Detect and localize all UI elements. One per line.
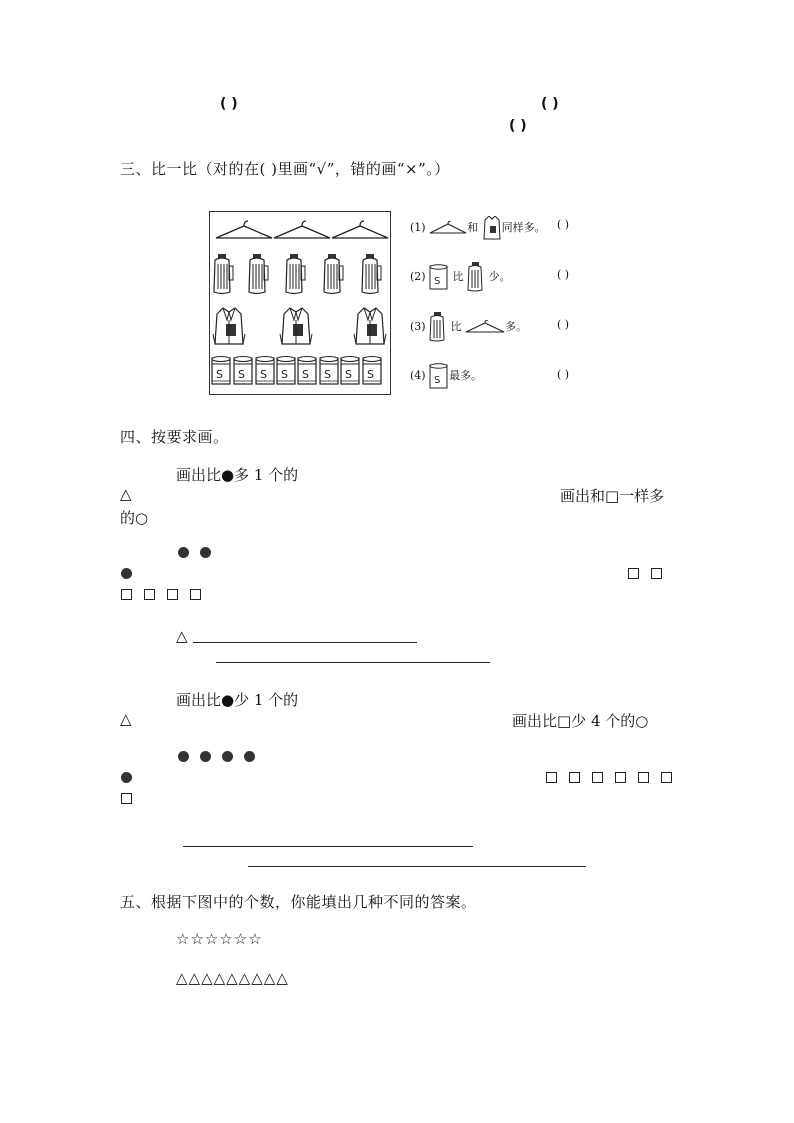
- cup-icon: [320, 357, 338, 385]
- cup-icon: [234, 357, 252, 385]
- cup-icon: [212, 357, 230, 385]
- cup-icon: [363, 357, 381, 385]
- task-d-squares: [546, 772, 672, 783]
- square: [546, 772, 557, 783]
- hanger-icon: [332, 221, 388, 238]
- task-b-answer-line[interactable]: [216, 662, 490, 663]
- question-4-number: (4): [410, 369, 426, 382]
- square: [190, 589, 201, 600]
- question-2-answer[interactable]: ( ): [557, 268, 570, 281]
- cup-icon: [429, 263, 449, 291]
- section-5-title: 五、根据下图中的个数，你能填出几种不同的答案。: [120, 893, 477, 911]
- cup-icon: [277, 357, 295, 385]
- square: [615, 772, 626, 783]
- task-b-prompt: 画出和□一样多: [560, 487, 665, 505]
- picture-box: [209, 211, 391, 395]
- thermos-icon: [324, 254, 343, 294]
- task-b-squares-wrap: [121, 589, 201, 600]
- filled-circle: [222, 751, 233, 762]
- thermos-icon: [467, 262, 485, 292]
- square: [661, 772, 672, 783]
- answer-paren-2[interactable]: ( ): [541, 96, 559, 112]
- filled-circle: [178, 547, 189, 558]
- question-3: [410, 312, 527, 342]
- thermos-icon: [214, 254, 233, 294]
- task-c-answer-line[interactable]: [183, 846, 473, 847]
- filled-circle: [121, 568, 132, 579]
- question-2-text-a: 比: [452, 270, 464, 283]
- filled-circle: [244, 751, 255, 762]
- section-4-title: 四、按要求画。: [120, 428, 229, 446]
- square: [638, 772, 649, 783]
- square: [144, 589, 155, 600]
- question-1-answer[interactable]: ( ): [557, 218, 570, 231]
- thermos-icon: [286, 254, 305, 294]
- question-3-number: (3): [410, 320, 426, 333]
- square: [121, 589, 132, 600]
- cup-icon: [341, 357, 359, 385]
- task-a-prompt: 画出比●多 1 个的: [176, 466, 299, 484]
- task-c-prompt: 画出比●少 1 个的: [176, 691, 299, 709]
- task-b-prompt-tail: 的○: [120, 509, 149, 527]
- jacket-icon: [354, 308, 386, 344]
- cup-icon: [298, 357, 316, 385]
- question-1-text-b: 同样多。: [501, 221, 546, 234]
- task-a-dots: [178, 547, 211, 558]
- hanger-icon: [429, 221, 467, 235]
- svg-text:S: S: [434, 276, 441, 287]
- question-1-number: (1): [410, 221, 426, 234]
- question-4: [410, 362, 482, 390]
- task-b-squares: [628, 568, 662, 579]
- cup-icon: [429, 362, 449, 390]
- filled-circle: [178, 751, 189, 762]
- task-c-prompt-tail: △: [120, 710, 132, 728]
- task-a-answer-label: △: [176, 627, 188, 645]
- hanger-icon: [216, 221, 272, 238]
- jacket-icon: [280, 308, 312, 344]
- task-d-squares-wrap: [121, 793, 132, 804]
- question-2-number: (2): [410, 270, 426, 283]
- square: [121, 793, 132, 804]
- square: [592, 772, 603, 783]
- task-a-dots-wrap: [121, 568, 132, 579]
- triangles-row: △△△△△△△△△: [176, 969, 289, 987]
- task-c-dots: [178, 751, 255, 762]
- svg-text:S: S: [434, 375, 441, 386]
- square: [651, 568, 662, 579]
- jacket-icon: [482, 216, 502, 240]
- cup-icon: [256, 357, 274, 385]
- question-1-text-a: 和: [467, 221, 479, 234]
- stars-row: ☆☆☆☆☆☆: [176, 930, 263, 948]
- question-2: [410, 262, 511, 292]
- question-2-text-b: 少。: [488, 270, 511, 283]
- question-3-text-b: 多。: [505, 320, 528, 333]
- square: [167, 589, 178, 600]
- square: [628, 568, 639, 579]
- square: [569, 772, 580, 783]
- jacket-icon: [213, 308, 245, 344]
- filled-circle: [121, 772, 132, 783]
- filled-circle: [200, 547, 211, 558]
- picture-box-art: S: [210, 212, 392, 396]
- thermos-icon: [429, 312, 447, 342]
- question-4-text-a: 最多。: [449, 369, 483, 382]
- hanger-icon: [274, 221, 330, 238]
- task-c-dots-wrap: [121, 772, 132, 783]
- filled-circle: [200, 751, 211, 762]
- question-4-answer[interactable]: ( ): [557, 368, 570, 381]
- task-a-answer-line[interactable]: [193, 642, 417, 643]
- hanger-icon: [465, 320, 505, 334]
- thermos-icon: [362, 254, 381, 294]
- section-3-title: 三、比一比（对的在( )里画“√”，错的画“×”。）: [120, 160, 450, 178]
- question-3-text-a: 比: [450, 320, 462, 333]
- question-1: [410, 216, 546, 240]
- answer-paren-1[interactable]: ( ): [220, 96, 238, 112]
- answer-paren-3[interactable]: ( ): [509, 118, 527, 134]
- task-d-prompt: 画出比□少 4 个的○: [512, 712, 649, 730]
- task-d-answer-line[interactable]: [248, 866, 586, 867]
- task-a-prompt-tail: △: [120, 485, 132, 503]
- question-3-answer[interactable]: ( ): [557, 318, 570, 331]
- thermos-icon: [249, 254, 268, 294]
